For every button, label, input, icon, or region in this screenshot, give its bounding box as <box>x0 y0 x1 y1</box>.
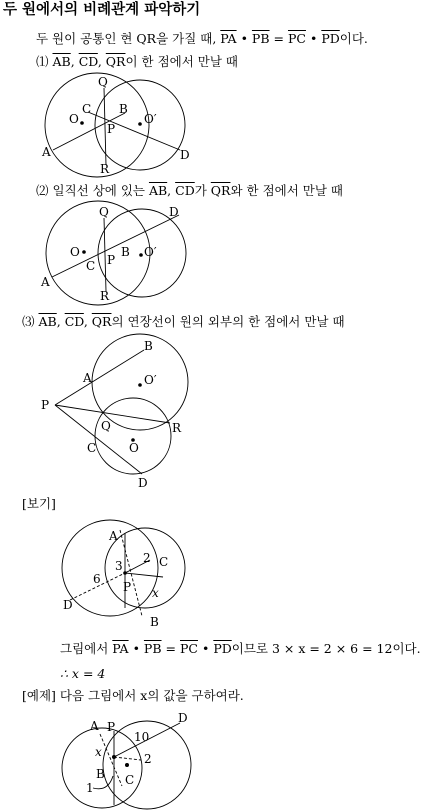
segment-pa: $\overline{PA}$ <box>220 31 237 46</box>
label-b: B <box>150 615 159 629</box>
case2-number: ⑵ <box>36 183 49 198</box>
case1-number: ⑴ <box>36 54 49 69</box>
label-d: D <box>63 598 73 612</box>
segment-ab: $\overline{AB}$ <box>52 54 71 69</box>
label-10: 10 <box>134 730 150 744</box>
label-2: 2 <box>144 752 152 766</box>
case1-text: 이 한 점에서 만날 때 <box>125 54 238 69</box>
segment-pd: $\overline{PD}$ <box>213 641 232 656</box>
label-o: O <box>129 441 139 455</box>
label-d: D <box>138 476 148 490</box>
intro-text: 두 원이 공통인 현 QR을 가질 때, <box>36 31 221 46</box>
segment-pb: $\overline{PB}$ <box>251 31 270 46</box>
case3-number: ⑶ <box>22 314 35 329</box>
label-p: P <box>107 122 116 136</box>
label-a: A <box>90 719 99 733</box>
segment-cd: $\overline{CD}$ <box>64 314 84 329</box>
label-a: A <box>109 529 118 543</box>
label-p: P <box>107 253 116 267</box>
label-r: R <box>100 162 110 176</box>
case2-text: 일직선 상에 있는 <box>52 183 149 198</box>
label-3: 3 <box>115 559 123 573</box>
label-o-prime: O′ <box>144 373 157 387</box>
label-b: B <box>96 767 105 781</box>
segment-ab: $\overline{AB}$ <box>148 183 168 198</box>
example-text: 이므로 3 × x = 2 × 6 = 12이다. <box>231 641 421 656</box>
segment-pc: $\overline{PC}$ <box>287 31 306 46</box>
dot-operator: • <box>309 31 318 46</box>
dot-operator: • <box>240 31 248 46</box>
label-b: B <box>144 339 153 353</box>
label-c: C <box>125 773 135 787</box>
exercise-text: 다음 그림에서 x의 값을 구하여라. <box>59 688 244 703</box>
case3-text: 의 연장선이 원의 외부의 한 점에서 만날 때 <box>111 314 345 329</box>
label-b: B <box>121 245 130 259</box>
label-c: C <box>159 555 169 569</box>
example-text: 그림에서 <box>60 641 113 656</box>
example-conclusion: ∴ x = 4 <box>60 666 106 681</box>
label-c: C <box>87 441 97 455</box>
segment-qr: $\overline{QR}$ <box>105 54 126 69</box>
label-b: B <box>119 102 128 116</box>
dot-operator: • <box>132 641 140 656</box>
example-label: [보기] <box>22 496 56 511</box>
label-q: Q <box>101 419 111 433</box>
comma: , <box>97 54 102 69</box>
label-d: D <box>180 148 190 162</box>
segment-x-dashed <box>114 757 141 760</box>
segment-qr: $\overline{QR}$ <box>210 183 231 198</box>
intro-text-end: 이다. <box>339 31 368 46</box>
label-d: D <box>169 205 179 219</box>
label-r: R <box>100 289 110 303</box>
label-6: 6 <box>93 572 101 586</box>
comma: , <box>56 314 61 329</box>
page-title: 두 원에서의 비례관계 파악하기 <box>3 2 201 18</box>
point-c-dot <box>125 763 129 767</box>
label-x: x <box>95 745 102 759</box>
segment-cd: $\overline{CD}$ <box>175 183 195 198</box>
case2-text: 와 한 점에서 만날 때 <box>230 183 343 198</box>
label-p: P <box>41 398 50 412</box>
segment-pb: $\overline{PB}$ <box>143 641 162 656</box>
equals-sign: = <box>165 641 176 656</box>
label-2: 2 <box>143 551 151 565</box>
segment-cd: $\overline{CD}$ <box>78 54 98 69</box>
segment-ab: $\overline{AB}$ <box>38 314 57 329</box>
label-a: A <box>83 371 92 385</box>
label-a: A <box>41 275 50 289</box>
case2-text: 가 <box>194 183 211 198</box>
comma: , <box>167 183 172 198</box>
label-c: C <box>82 102 92 116</box>
comma: , <box>70 54 75 69</box>
segment-pa: $\overline{PA}$ <box>112 641 129 656</box>
label-r: R <box>172 421 182 435</box>
point-intersection-dot <box>112 755 116 759</box>
label-d: D <box>178 711 188 725</box>
label-q: Q <box>98 75 108 89</box>
exercise-label: [예제] <box>22 688 56 703</box>
label-o-prime: O′ <box>144 245 157 259</box>
label-1: 1 <box>86 781 94 795</box>
comma: , <box>83 314 88 329</box>
label-o: O <box>69 112 79 126</box>
label-a: A <box>42 145 51 159</box>
segment-pd: $\overline{PD}$ <box>321 31 340 46</box>
equals-sign: = <box>273 31 284 46</box>
segment-pc: $\overline{PC}$ <box>179 641 198 656</box>
label-c: C <box>86 259 96 273</box>
label-o-prime: O′ <box>144 112 157 126</box>
label-x: x <box>152 586 159 600</box>
label-o: O <box>70 245 80 259</box>
label-q: Q <box>99 205 109 219</box>
dot-operator: • <box>201 641 210 656</box>
label-p: P <box>107 720 116 734</box>
label-p: P <box>123 580 132 594</box>
segment-qr: $\overline{QR}$ <box>91 314 112 329</box>
